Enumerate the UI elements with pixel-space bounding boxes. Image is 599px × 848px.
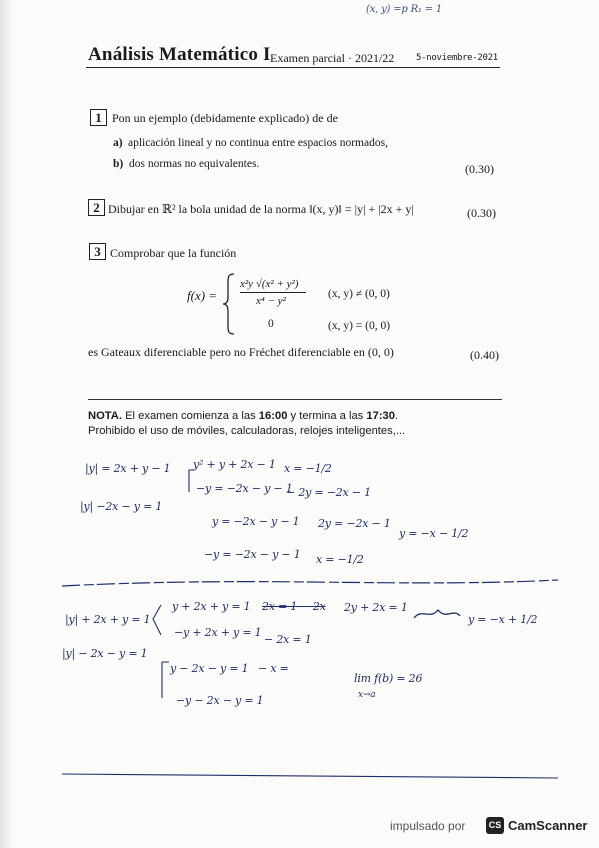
handwriting-r7b: y − 2x − y = 1 <box>170 662 249 675</box>
question-3-score: (0.40) <box>470 348 499 362</box>
exam-date: 5-noviembre-2021 <box>416 53 498 63</box>
nota-start-time: 16:00 <box>258 410 288 422</box>
handwriting-r7a: |y| − 2x − y = 1 <box>62 647 148 660</box>
handwriting-r8a: −y − 2x − y = 1 <box>176 694 264 707</box>
nota-text-2: y termina a las <box>287 410 367 422</box>
nota-line-2: Prohibido el uso de móviles, calculadoras, relojes inteligentes,... <box>88 425 406 437</box>
question-3-text: Comprobar que la función <box>110 246 237 260</box>
function-numerator: x²y √(x² + y²) <box>240 278 299 290</box>
question-1a-text: aplicación lineal y no continua entre espacios normados, <box>128 137 388 149</box>
question-3-conclusion: es Gateaux diferenciable pero no Fréchet diferenciable en (0, 0) <box>88 345 394 359</box>
nota-label: NOTA. <box>88 410 122 422</box>
function-lhs: f(x) = <box>187 288 218 303</box>
handwriting-r2a: −y = −2x − y − 1 <box>196 482 293 495</box>
handwriting-r6a: −y + 2x + y = 1 <box>174 626 262 639</box>
case-2-condition: (x, y) = (0, 0) <box>328 320 391 332</box>
question-2-score: (0.30) <box>467 206 496 220</box>
question-1b-label: b) <box>113 158 124 170</box>
nota-rule <box>88 399 502 400</box>
handwriting-bracket-2 <box>150 603 162 637</box>
handwriting-r4a: −y = −2x − y − 1 <box>204 548 301 561</box>
handwriting-scribble <box>412 606 462 622</box>
nota-line-1 <box>88 410 398 422</box>
handwriting-r3c: 2y = −2x − 1 <box>318 517 391 530</box>
nota-text-1: El examen comienza a las <box>121 410 259 422</box>
handwriting-r5b: y + 2x + y = 1 <box>172 600 251 613</box>
handwriting-r7c: − x = <box>258 662 289 675</box>
nota-end-time: 17:30 <box>366 410 396 422</box>
handwriting-divider <box>60 572 560 592</box>
handwriting-bottom-line <box>60 768 560 782</box>
exam-title: Análisis Matemático I <box>88 44 271 65</box>
handwriting-bracket-3 <box>160 660 170 700</box>
handwriting-r7d: lim f(b) = 26 <box>354 672 423 685</box>
handwriting-r4b: x = −1/2 <box>316 553 364 566</box>
question-1-score: (0.30) <box>465 162 494 176</box>
handwriting-r1b: y² + y + 2x − 1 <box>193 458 276 471</box>
camscanner-logo-icon: CS <box>486 817 504 834</box>
scan-edge-shadow <box>0 0 14 848</box>
handwriting-r3d: y = −x − 1/2 <box>399 527 469 540</box>
handwriting-r2b: − 2y = −2x − 1 <box>286 486 371 499</box>
handwriting-r5a: |y| + 2x + y = 1 <box>65 613 151 626</box>
question-1b-text: dos normas no equivalentes. <box>129 158 260 170</box>
handwriting-bracket-1 <box>186 468 196 494</box>
handwriting-r5c: 2x = 1 − 2x <box>262 600 326 613</box>
case-1-condition: (x, y) ≠ (0, 0) <box>328 288 390 300</box>
nota-text-3: . <box>395 410 399 422</box>
question-2-number: 2 <box>88 199 105 216</box>
left-brace-icon <box>222 273 236 335</box>
case-2-value: 0 <box>268 318 274 330</box>
function-denominator: x⁴ − y² <box>256 295 286 307</box>
handwriting-r1c: x = −1/2 <box>284 462 332 475</box>
handwriting-r3b: y = −2x − y − 1 <box>212 515 300 528</box>
question-1-number: 1 <box>90 109 107 126</box>
exam-subtitle: Examen parcial · 2021/22 <box>270 51 395 65</box>
handwriting-r6b: − 2x = 1 <box>264 633 312 646</box>
footer-powered-by: impulsado por <box>390 819 466 833</box>
fraction-bar <box>240 292 306 293</box>
handwriting-r1a: |y| = 2x + y − 1 <box>85 462 171 475</box>
handwriting-top: (x, y) =p R₁ = 1 <box>366 4 443 15</box>
question-3-number: 3 <box>89 243 106 260</box>
handwriting-r3a: |y| −2x − y = 1 <box>80 500 163 513</box>
handwriting-r5d: 2y + 2x = 1 <box>344 601 408 614</box>
question-1a-label: a) <box>113 137 123 149</box>
question-1-text: Pon un ejemplo (debidamente explicado) de de <box>112 111 338 125</box>
header-rule <box>86 67 500 68</box>
question-2-text: Dibujar en ℝ² la bola unidad de la norma ‖(x, y)‖ = |y| + |2x + y| <box>108 202 414 216</box>
handwriting-r5e: y = −x + 1/2 <box>468 613 538 626</box>
handwriting-r8b: x→a <box>358 690 376 700</box>
camscanner-brand: CamScanner <box>508 818 588 833</box>
